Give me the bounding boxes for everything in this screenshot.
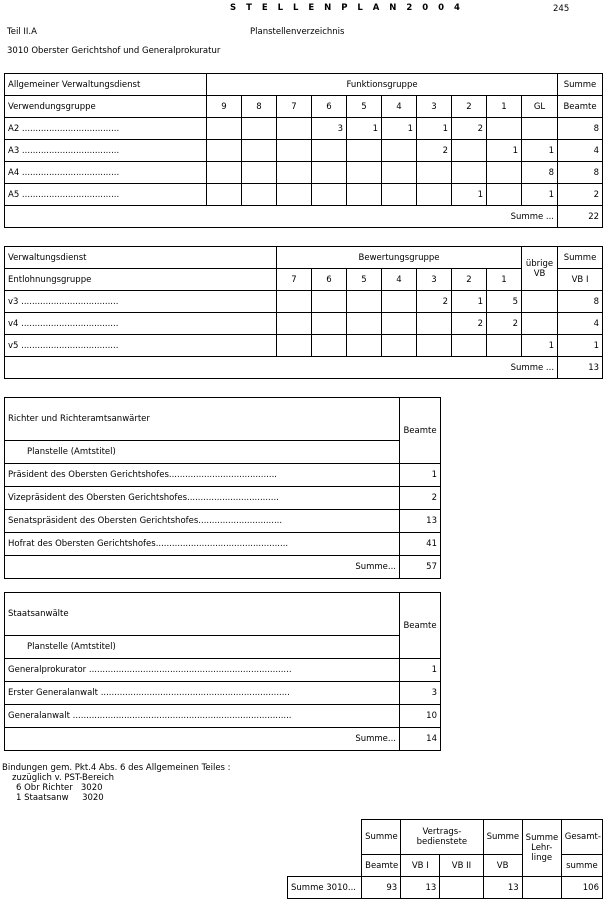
summary-s-vb: VB [483, 855, 522, 877]
row-cell: 3 [312, 118, 347, 140]
summary-h-lehrlinge: Summe Lehr- linge [522, 820, 561, 877]
t2-sum-sub: VB I [558, 269, 603, 291]
row-sum: 8 [558, 118, 603, 140]
row-cell: 8 [522, 162, 558, 184]
row-cell: 2 [452, 118, 487, 140]
row-label: A2 .................................... [5, 118, 207, 140]
t2-other-vb: übrige VB [522, 247, 558, 291]
t4-title: Staatsanwälte [5, 593, 400, 636]
row-cell [382, 313, 417, 335]
table-row [5, 335, 603, 357]
summary-v-lehr [522, 877, 561, 899]
row-label: Erster Generalanwalt ...................................................................... [5, 682, 400, 705]
row-cell [242, 162, 277, 184]
row-cell [347, 313, 382, 335]
summary-h-sum: Summe [362, 820, 401, 855]
t4-subheader: Planstelle (Amtstitel) [5, 636, 400, 659]
row-cell [347, 140, 382, 162]
t1-col: GL [522, 96, 558, 118]
t3-total-label: Summe... [5, 556, 400, 579]
row-value: 10 [400, 705, 441, 728]
table-row [5, 487, 441, 510]
row-cell [277, 335, 312, 357]
summary-s-beamte: Beamte [362, 855, 401, 877]
summary-v-vb1: 13 [401, 877, 440, 899]
note-line-2: zuzüglich v. PST-Bereich [12, 773, 115, 783]
t1-col: 1 [487, 96, 522, 118]
t2-subheader: Entlohnungsgruppe [5, 269, 277, 291]
t1-col: 7 [277, 96, 312, 118]
row-sum: 4 [558, 140, 603, 162]
t1-col: 4 [382, 96, 417, 118]
row-label: v3 .................................... [5, 291, 277, 313]
row-cell: 1 [452, 291, 487, 313]
page-number: 245 [553, 4, 570, 14]
t2-col: 2 [452, 269, 487, 291]
row-label: Präsident des Obersten Gerichtshofes........................................ [5, 464, 400, 487]
row-cell [522, 313, 558, 335]
t1-sum-sub: Beamte [558, 96, 603, 118]
t3-title: Richter und Richteramtsanwärter [5, 398, 400, 441]
row-cell [312, 184, 347, 206]
t4-total-label: Summe... [5, 728, 400, 751]
table-summary [287, 819, 603, 899]
row-cell [207, 118, 242, 140]
t1-subheader: Verwendungsgruppe [5, 96, 207, 118]
row-cell: 1 [347, 118, 382, 140]
row-cell [417, 184, 452, 206]
summary-row-label: Summe 3010... [288, 877, 362, 899]
t1-col: 8 [242, 96, 277, 118]
table-row [5, 184, 603, 206]
row-cell: 1 [522, 184, 558, 206]
t2-col: 5 [347, 269, 382, 291]
row-cell [207, 162, 242, 184]
t2-group: Bewertungsgruppe [277, 247, 522, 269]
summary-v-beamte: 93 [362, 877, 401, 899]
row-cell [277, 313, 312, 335]
row-sum: 4 [558, 313, 603, 335]
row-sum: 1 [558, 335, 603, 357]
row-label: v4 .................................... [5, 313, 277, 335]
t3-total: 57 [400, 556, 441, 579]
row-cell [207, 184, 242, 206]
t2-col: 1 [487, 269, 522, 291]
row-cell [277, 184, 312, 206]
t4-total: 14 [400, 728, 441, 751]
row-cell [277, 140, 312, 162]
subtitle: Planstellenverzeichnis [250, 27, 345, 37]
row-cell [277, 118, 312, 140]
table-row [5, 682, 441, 705]
row-cell: 1 [522, 335, 558, 357]
table-row [5, 291, 603, 313]
row-value: 1 [400, 659, 441, 682]
table-richter [4, 397, 441, 579]
row-cell [312, 162, 347, 184]
t1-col: 6 [312, 96, 347, 118]
t1-total-label: Summe ... [5, 206, 558, 228]
t2-total: 13 [558, 357, 603, 379]
summary-s-vb2: VB II [440, 855, 483, 877]
row-cell [312, 335, 347, 357]
note-line-1: Bindungen gem. Pkt.4 Abs. 6 des Allgemeinen Teiles : [2, 763, 231, 773]
table-verwaltungsdienst [4, 246, 603, 379]
t1-title: Allgemeiner Verwaltungsdienst [5, 74, 207, 96]
row-cell [382, 162, 417, 184]
row-sum: 2 [558, 184, 603, 206]
t2-col: 7 [277, 269, 312, 291]
row-label: A5 .................................... [5, 184, 207, 206]
row-cell [417, 313, 452, 335]
row-cell [277, 162, 312, 184]
row-value: 3 [400, 682, 441, 705]
table-row [5, 510, 441, 533]
table-row [5, 705, 441, 728]
row-label: Senatspräsident des Obersten Gerichtshofes............................... [5, 510, 400, 533]
row-cell [242, 140, 277, 162]
note-line-4: 1 Staatsanw 3020 [16, 793, 104, 803]
row-label: A4 .................................... [5, 162, 207, 184]
row-cell: 2 [452, 313, 487, 335]
row-label: Vizepräsident des Obersten Gerichtshofes.................................. [5, 487, 400, 510]
row-cell [382, 291, 417, 313]
plan-title: S T E L L E N P L A N 2 0 0 4 [230, 3, 464, 13]
summary-h-sum2: Summe [483, 820, 522, 855]
row-label: A3 .................................... [5, 140, 207, 162]
row-cell [522, 291, 558, 313]
row-cell [487, 162, 522, 184]
row-cell [382, 184, 417, 206]
t2-sum-header: Summe [558, 247, 603, 269]
row-cell [312, 291, 347, 313]
row-cell [382, 140, 417, 162]
t1-col: 9 [207, 96, 242, 118]
chapter-title: 3010 Oberster Gerichtshof und Generalprokuratur [7, 46, 221, 56]
row-cell [452, 140, 487, 162]
row-cell [242, 118, 277, 140]
t2-total-label: Summe ... [5, 357, 558, 379]
row-cell: 1 [382, 118, 417, 140]
row-cell: 1 [417, 118, 452, 140]
table-row [5, 464, 441, 487]
t1-col: 2 [452, 96, 487, 118]
row-label: Hofrat des Obersten Gerichtshofes................................................. [5, 533, 400, 556]
t2-title: Verwaltungsdienst [5, 247, 277, 269]
t4-col-header: Beamte [400, 593, 441, 659]
summary-v-vb: 13 [483, 877, 522, 899]
summary-corner [288, 820, 362, 855]
t1-group: Funktionsgruppe [207, 74, 558, 96]
table-row [5, 313, 603, 335]
row-cell [312, 313, 347, 335]
row-cell [242, 184, 277, 206]
t1-total: 22 [558, 206, 603, 228]
summary-v-vb2 [440, 877, 483, 899]
row-cell: 1 [487, 140, 522, 162]
row-cell [452, 335, 487, 357]
row-cell [417, 335, 452, 357]
table-row [5, 118, 603, 140]
table-row [5, 533, 441, 556]
t2-col: 4 [382, 269, 417, 291]
row-cell [382, 335, 417, 357]
row-label: Generalanwalt ................................................................................. [5, 705, 400, 728]
t2-col: 6 [312, 269, 347, 291]
row-cell [312, 140, 347, 162]
summary-h-ges: Gesamt- [561, 820, 602, 855]
t3-subheader: Planstelle (Amtstitel) [5, 441, 400, 464]
summary-h-vb: Vertrags- bedienstete [401, 820, 483, 855]
row-cell [207, 140, 242, 162]
summary-s-ges: summe [561, 855, 602, 877]
row-cell [347, 335, 382, 357]
row-cell: 2 [487, 313, 522, 335]
t3-col-header: Beamte [400, 398, 441, 464]
summary-corner-2 [288, 855, 362, 877]
row-sum: 8 [558, 291, 603, 313]
part-label: Teil II.A [7, 27, 37, 37]
row-cell: 2 [417, 140, 452, 162]
row-sum: 8 [558, 162, 603, 184]
row-cell [417, 162, 452, 184]
row-value: 13 [400, 510, 441, 533]
row-cell: 5 [487, 291, 522, 313]
row-cell [347, 184, 382, 206]
row-cell [487, 184, 522, 206]
row-cell [522, 118, 558, 140]
row-cell: 1 [522, 140, 558, 162]
row-value: 41 [400, 533, 441, 556]
table-row [5, 162, 603, 184]
table-row [5, 659, 441, 682]
row-label: v5 .................................... [5, 335, 277, 357]
table-row [5, 140, 603, 162]
row-cell [347, 291, 382, 313]
row-value: 2 [400, 487, 441, 510]
summary-v-ges: 106 [561, 877, 602, 899]
note-line-3: 6 Obr Richter 3020 [16, 783, 103, 793]
row-value: 1 [400, 464, 441, 487]
row-cell [347, 162, 382, 184]
row-cell: 1 [452, 184, 487, 206]
t2-col: 3 [417, 269, 452, 291]
summary-s-vb1: VB I [401, 855, 440, 877]
row-cell [487, 335, 522, 357]
row-cell: 2 [417, 291, 452, 313]
row-cell [277, 291, 312, 313]
t1-sum-header: Summe [558, 74, 603, 96]
table-staatsanwaelte [4, 592, 441, 751]
row-label: Generalprokurator ........................................................................... [5, 659, 400, 682]
table-allgemeiner-verwaltungsdienst [4, 73, 603, 228]
t1-col: 3 [417, 96, 452, 118]
row-cell [452, 162, 487, 184]
t1-col: 5 [347, 96, 382, 118]
row-cell [487, 118, 522, 140]
